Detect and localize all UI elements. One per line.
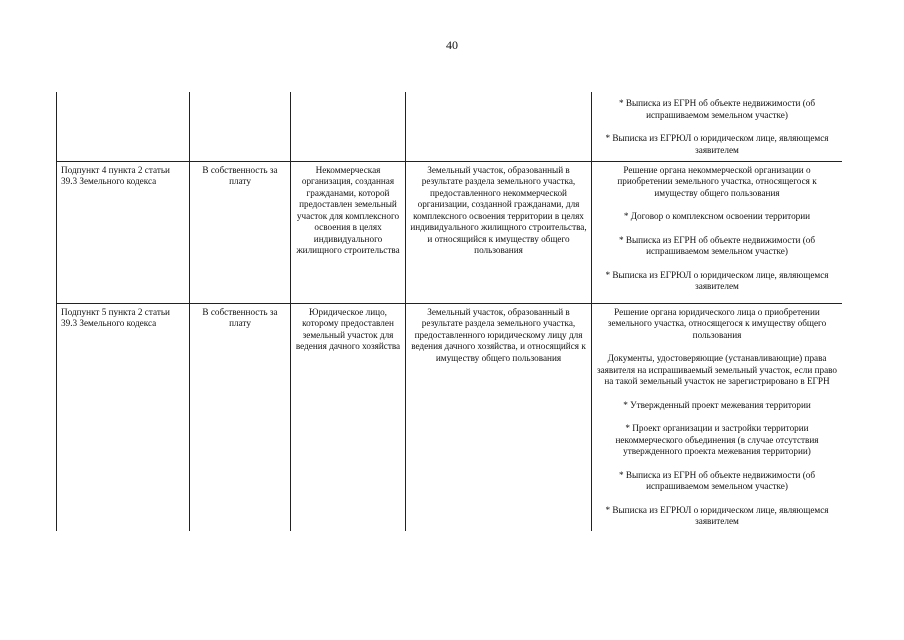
document-item: * Выписка из ЕГРЮЛ о юридическом лице, являющемся заявителем <box>605 133 829 155</box>
documents-cell <box>592 92 843 161</box>
right-type-cell <box>190 92 291 161</box>
page-number: 40 <box>446 38 458 52</box>
documents-table <box>56 92 842 531</box>
applicant-cell: Некоммерческая организация, созданная гражданами, которой предоставлен земельный участок для комплексного освоения в целях индивидуального жилищного строительства <box>291 161 406 303</box>
documents-cell <box>592 161 843 303</box>
document-item: * Выписка из ЕГРЮЛ о юридическом лице, являющемся заявителем <box>605 504 829 526</box>
applicant-cell <box>291 92 406 161</box>
right-type-cell: В собственность за плату <box>190 303 291 531</box>
basis-cell: Подпункт 4 пункта 2 статьи 39.3 Земельного кодекса <box>57 161 190 303</box>
document-item: * Выписка из ЕГРН об объекте недвижимости (об испрашиваемом земельном участке) <box>618 98 816 120</box>
document-item: * Договор о комплексном освоении территории <box>623 211 811 221</box>
table-row <box>57 92 843 161</box>
table-row <box>57 303 843 531</box>
document-item: * Утвержденный проект межевания территории <box>623 399 811 410</box>
plot-cell <box>406 92 592 161</box>
right-type-cell: В собственность за плату <box>190 161 291 303</box>
applicant-cell: Юридическое лицо, которому предоставлен земельный участок для ведения дачного хозяйства <box>291 303 406 531</box>
plot-cell: Земельный участок, образованный в результате раздела земельного участка, предоставленного некоммерческой организации, созданной гражданами, для комплексного освоения территории в целях индивидуального жилищного строительства, и относящийся к имуществу общего пользования <box>406 161 592 303</box>
documents-cell <box>592 303 843 531</box>
document-item: * Выписка из ЕГРЮЛ о юридическом лице, являющемся заявителем <box>605 269 829 291</box>
document-item: Решение органа юридического лица о приобретении земельного участка, относящегося к имуществу общего пользования <box>607 306 827 340</box>
plot-cell: Земельный участок, образованный в результате раздела земельного участка, предоставленного юридическому лицу для ведения дачного хозяйства, и относящийся к имуществу общего пользования <box>406 303 592 531</box>
basis-cell <box>57 92 190 161</box>
document-item: Решение органа некоммерческой организации о приобретении земельного участка, относящегося к имуществу общего пользования <box>617 164 817 198</box>
document-item: * Выписка из ЕГРН об объекте недвижимости (об испрашиваемом земельном участке) <box>618 234 816 256</box>
table-row <box>57 161 843 303</box>
document-item: * Выписка из ЕГРН об объекте недвижимости (об испрашиваемом земельном участке) <box>618 469 816 491</box>
document-item: Документы, удостоверяющие (устанавливающие) права заявителя на испрашиваемый земельный участок, если право на такой земельный участок не зарегистрировано в ЕГРН <box>596 353 838 386</box>
document-item: * Проект организации и застройки территории некоммерческого объединения (в случае отсутствия утвержденного проекта межевания территории) <box>615 423 819 456</box>
table-container <box>56 92 842 564</box>
basis-cell: Подпункт 5 пункта 2 статьи 39.3 Земельного кодекса <box>57 303 190 531</box>
